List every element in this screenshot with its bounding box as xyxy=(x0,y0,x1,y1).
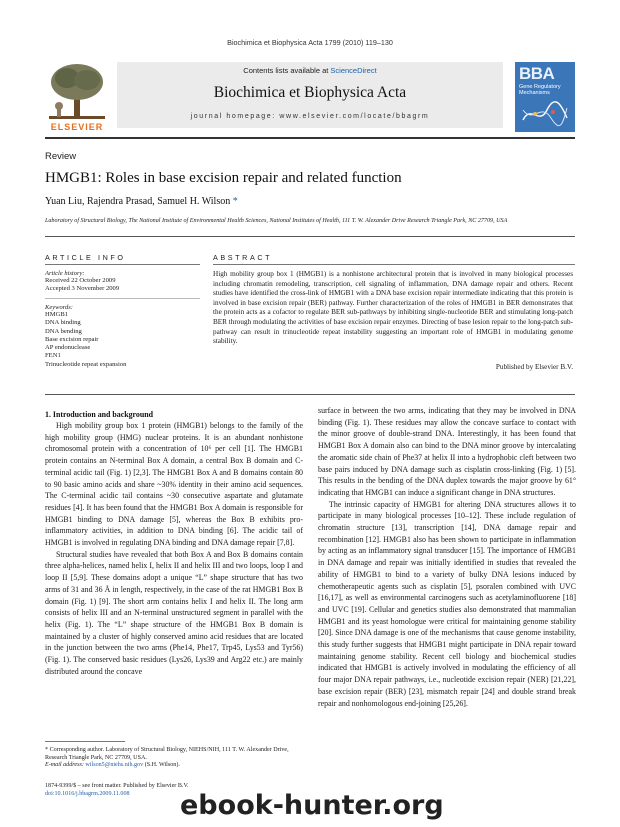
keyword-item: HMGB1 xyxy=(45,311,69,318)
paragraph: The intrinsic capacity of HMGB1 for altering DNA structures allows it to participate in many biological processes [10–12]. These include regulation of chromatin structure [13], transcription [14], DNA damage repair and recombination [12]. HMGB1 also has been shown to participate in inflammation by acting as an inflammatory signal transducer [15]. The importance of HMGB1 in DNA damage and repair was initially identified in studies that revealed the ability of HMGB1 to bind to a variety of bulky DNA lesions induced by chemotherapeutic agents such as cisplatin [5], psoralen combined with UVC [16,17], as well as environmental carcinogens such as acetylaminofluorene [18] and UVC [19]. Cellular and genetics studies also demonstrated that mammalian HMGB1 and its yeast homologue were critical for maintaining genome stability [20]. Since DNA damage is one of the mechanisms that cause genome instability, this study further suggests that HMGB1 might participate in DNA repair toward maintaining genome stability. Recent cell biology and biochemical studies indicated that HMGB1 is actively involved in modulating the efficiency of all four major DNA repair pathways, i.e., nucleotide excision repair (NER) [21,22], base excision repair (BER) [23], mismatch repair [24] and double strand break repair and nonhomologous end-joining [25,26]. xyxy=(318,499,576,708)
affiliation-divider xyxy=(45,236,575,237)
paragraph: High mobility group box 1 protein (HMGB1) belongs to the family of the high mobility group (HMG) nuclear proteins. It is an abundant nonhistone chromosomal protein with a concentration of 10⁶ per cell [1]. The HMGB1 protein contains an N-terminal Box A domain, a central Box B domain and C-terminal acidic tail (Fig. 1) [2,3]. The HMGB1 Box A and B domains contain 80 to 90 basic amino acids and share ~30% identity in their amino acid sequences. The C-terminal acidic tail contains ~30 consecutive aspartate and glutamate residues [4]. It has been found that the HMGB1 Box A domain is responsible for HMGB1 binding to DNA damage [5], whereas the Box B exhibits pro-inflammatory activities, in addition to DNA binding [6]. The acidic tail of HMGB1 is involved in regulating DNA binding and DNA damage repair [7,8]. xyxy=(45,421,303,548)
article-type: Review xyxy=(45,151,77,162)
article-history xyxy=(45,270,200,294)
keyword-item: Base excision repair xyxy=(45,335,99,343)
info-rule xyxy=(45,264,200,265)
authors-text: Yuan Liu, Rajendra Prasad, Samuel H. Wilson xyxy=(45,196,231,207)
keywords-label: Keywords: xyxy=(45,304,73,311)
cover-letters: BBA xyxy=(519,64,555,83)
abstract-text: High mobility group box 1 (HMGB1) is a nonhistone architectural protein that is involved in many biological processes including chromatin remodeling, transcription, cell signaling of inflammation, DNA damage repair and others. Recent studies have identified the cross-link of HMGB1 with a DNA base excision repair intermediate indicating that this protein is involved in base excision repair (BER) pathway. Further characterization of the roles of HMGB1 in BER demonstrates that the protein acts as a cofactor to regulate BER sub-pathways by inhibiting single-nucleotide BER and stimulating long-patch BER through modulating the activities of base excision repair enzymes. Directing of base lesion repair to the long-patch sub-pathway can result in trinucleotide repeat instability suggesting an important role of HMGB1 in modulating genome stability. xyxy=(213,270,573,346)
info-subrule xyxy=(45,298,200,299)
journal-citation: Biochimica et Biophysica Acta 1799 (2010) 119–130 xyxy=(227,38,393,47)
watermark: ebook-hunter.org xyxy=(180,790,444,821)
history-label: Article history: xyxy=(45,270,85,277)
sciencedirect-link[interactable]: ScienceDirect xyxy=(330,66,377,75)
abstract-bottom-rule xyxy=(45,394,575,395)
email-label: E-mail address: xyxy=(45,762,84,769)
journal-homepage[interactable]: journal homepage: www.elsevier.com/locate/bbagrm xyxy=(190,113,430,120)
corresponding-author-note: * Corresponding author. Laboratory of Structural Biology, NIEHS/NIH, 111 T. W. Alexander Drive, Research Triangle Park, NC 27709, USA. xyxy=(45,747,289,761)
corresponding-author-mark[interactable]: * xyxy=(232,196,238,207)
abstract-heading: ABSTRACT xyxy=(213,253,273,262)
cover-molecule-icon xyxy=(521,100,569,128)
footnote xyxy=(45,747,303,770)
article-info-heading: ARTICLE INFO xyxy=(45,253,126,262)
contents-line xyxy=(117,66,503,75)
journal-title: Biochimica et Biophysica Acta xyxy=(213,84,407,101)
footnote-rule xyxy=(45,741,125,742)
keywords xyxy=(45,304,200,369)
keyword-item: DNA bending xyxy=(45,327,82,335)
publisher-note: Published by Elsevier B.V. xyxy=(495,363,573,371)
abstract-rule xyxy=(213,264,575,265)
email-line xyxy=(45,762,303,770)
paragraph: Structural studies have revealed that both Box A and Box B domains contain three alpha-helices, named helix I, helix II and helix III and two loops, loop I and loop II [5,9]. These domains adopt a unique “L” shape structure that has two arms of 31 and 36 Å in length, respectively, in the case of the rat HMGB1 Box B domain (Fig. 1) [9]. The short arm contains helix I and helix II. The long arm consists of helix III and an N-terminal unstructured segment in parallel with the helix (Fig. 1). The “L” shape structure of the HMGB1 Box B domain is maintained by a cluster of highly conserved amino acid residues that are located in the junction between the two arms (Phe14, Phe17, Trp45, Lys53 and Tyr56) (Fig. 1). The conserved basic residues (Lys26, Lys39 and Arg22 etc.) are mainly distributed around the concave xyxy=(45,549,303,676)
email-suffix: (S.H. Wilson). xyxy=(144,762,180,769)
received-date: Received 22 October 2009 xyxy=(45,277,116,284)
keyword-item: FEN1 xyxy=(45,352,61,360)
article-title: HMGB1: Roles in base excision repair and related function xyxy=(45,170,402,186)
doi-link[interactable]: doi:10.1016/j.bbagrm.2009.11.008 xyxy=(45,790,130,797)
elsevier-wordmark: ELSEVIER xyxy=(50,122,104,132)
cover-subtitle: Gene Regulatory Mechanisms xyxy=(519,84,561,96)
journal-banner xyxy=(117,62,503,128)
keyword-item: AP endonuclease xyxy=(45,344,91,352)
email-link[interactable]: wilson5@niehs.nih.gov xyxy=(85,762,144,769)
keyword-item: DNA binding xyxy=(45,319,81,327)
left-column xyxy=(45,420,303,677)
author-list xyxy=(45,196,238,207)
keyword-item: Trinucleotide repeat expansion xyxy=(45,360,127,368)
right-column xyxy=(318,405,576,709)
paragraph: surface in between the two arms, indicating that they may be involved in DNA binding (Fig. 1). These residues may allow the concave surface to contact with the minor groove of double-strand DNA. Interestingly, it has been found that HMGB1 Box A domain also can bind to the DNA minor groove by intercalating the aromatic side chain of Phe37 at helix II into a hydrophobic cleft between two base pairs induced by DNA damage such as cisplatin cross-linking (Fig. 1) [5]. This results in the bending of the DNA duplex towards the major groove by 61° indicating that HMGB1 can induce a significant change in DNA structures. xyxy=(318,406,576,497)
issn-line: 1874-9399/$ – see front matter. Published by Elsevier B.V. xyxy=(45,783,189,789)
section-heading: 1. Introduction and background xyxy=(45,410,154,419)
masthead-divider xyxy=(45,137,575,139)
affiliation: Laboratory of Structural Biology, The National Institute of Environmental Health Sciences, National Institutes of Health, 111 T. W. Alexander Drive Research Triangle Park, NC 27709, USA xyxy=(45,218,508,224)
journal-cover-thumbnail xyxy=(515,62,575,132)
accepted-date: Accepted 3 November 2009 xyxy=(45,285,120,293)
masthead xyxy=(45,62,575,132)
contents-prefix: Contents lists available at xyxy=(243,66,331,75)
